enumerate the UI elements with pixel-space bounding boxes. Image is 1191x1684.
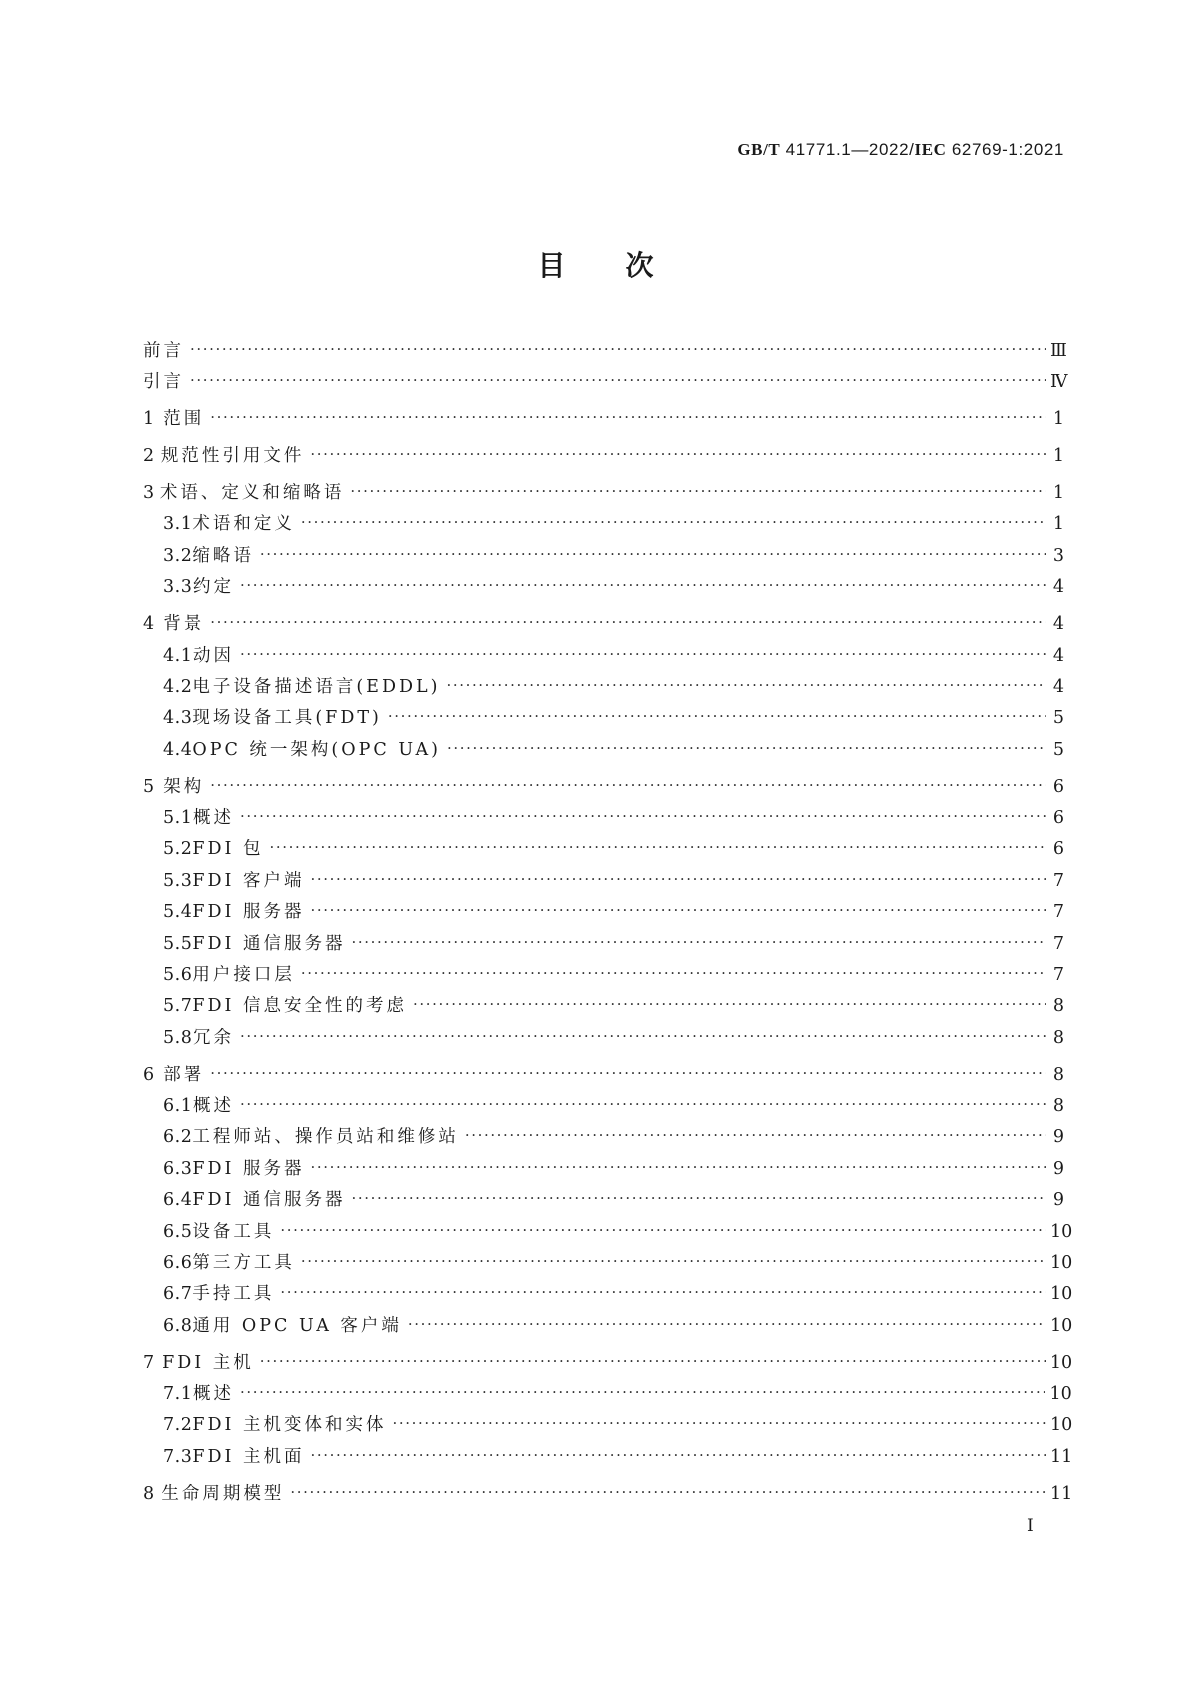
toc-entry-page: 4 [1052, 645, 1064, 666]
toc-entry-title: 前言 [143, 341, 184, 361]
toc-entry[interactable] [143, 1410, 1073, 1441]
toc-entry[interactable] [143, 404, 1064, 435]
toc-entry-number: 7.3 [163, 1446, 193, 1467]
toc-entry-number: 4.2 [163, 676, 193, 697]
toc-entry[interactable] [143, 1023, 1064, 1054]
toc-leader-dots [240, 639, 1046, 670]
toc-leader-dots [240, 1089, 1046, 1120]
page-title: 目次 [537, 249, 714, 282]
toc-entry-page: 6 [1052, 807, 1064, 828]
toc-entry-page: 9 [1052, 1158, 1064, 1179]
toc-entry-page: 10 [1050, 1284, 1073, 1305]
toc-entry[interactable] [143, 367, 1068, 398]
toc-entry-number: 7 [143, 1352, 155, 1373]
toc-leader-dots [190, 365, 1046, 396]
toc-leader-dots [350, 476, 1046, 507]
toc-entry-title: FDI 客户端 [192, 870, 305, 891]
toc-entry-number: 3.2 [163, 545, 193, 566]
toc-entry[interactable] [143, 1279, 1073, 1310]
toc-entry-title: 通用 OPC UA 客户端 [192, 1315, 402, 1336]
toc-entry[interactable] [143, 1154, 1064, 1185]
toc-entry-page: 10 [1050, 1252, 1073, 1273]
toc-entry-number: 1 [143, 409, 155, 430]
toc-entry-number: 6.5 [163, 1221, 193, 1242]
toc-leader-dots [408, 1309, 1046, 1340]
toc-entry-number: 5.3 [163, 870, 193, 891]
toc-entry-title: 概述 [192, 1384, 234, 1404]
toc-entry-title: 工程师站、操作员站和维修站 [192, 1127, 459, 1148]
toc-leader-dots [190, 334, 1046, 365]
toc-entry[interactable] [143, 991, 1064, 1022]
toc-entry-number: 5.2 [163, 839, 193, 860]
toc-entry-title: 缩略语 [192, 545, 254, 566]
toc-leader-dots [311, 1440, 1047, 1471]
toc-entry-number: 4 [143, 614, 155, 635]
toc-entry[interactable] [143, 672, 1064, 703]
toc-entry-number: 5.1 [163, 807, 193, 828]
toc-entry[interactable] [143, 1185, 1064, 1216]
toc-entry-title: OPC 统一架构(OPC UA) [192, 739, 441, 760]
toc-entry-page: Ⅲ [1050, 341, 1067, 361]
toc-leader-dots [388, 701, 1046, 732]
standard-number [737, 140, 1064, 160]
toc-entry-title: 设备工具 [192, 1221, 275, 1242]
toc-entry-title: 架构 [163, 776, 205, 797]
toc-entry-page: 10 [1050, 1315, 1073, 1336]
toc-entry[interactable] [143, 1060, 1064, 1091]
toc-entry[interactable] [143, 1479, 1073, 1510]
toc-entry[interactable] [143, 1122, 1064, 1153]
toc-entry-number: 5.8 [163, 1027, 193, 1048]
toc-entry-title: FDI 主机变体和实体 [192, 1415, 387, 1436]
toc-entry[interactable] [143, 772, 1064, 803]
toc-entry-title: 部署 [163, 1064, 205, 1085]
page-number: I [1027, 1516, 1034, 1536]
toc-entry-page: 8 [1052, 1064, 1064, 1085]
toc-entry-number: 2 [143, 446, 155, 467]
toc-leader-dots [240, 801, 1046, 832]
toc-entry[interactable] [143, 478, 1064, 509]
toc-leader-dots [465, 1120, 1046, 1151]
toc-leader-dots [301, 1246, 1046, 1277]
toc-entry-number: 6.1 [163, 1095, 193, 1116]
toc-entry[interactable] [143, 803, 1064, 834]
toc-entry-page: 9 [1052, 1127, 1064, 1148]
toc-entry-page: 8 [1052, 1095, 1064, 1116]
toc-leader-dots [310, 439, 1046, 470]
toc-entry-title: FDI 服务器 [192, 1158, 305, 1179]
toc-entry-number: 6.2 [163, 1127, 193, 1148]
toc-entry-number: 6.7 [163, 1284, 193, 1305]
toc-entry-title: 约定 [193, 577, 235, 598]
toc-entry-number: 5.4 [163, 902, 193, 923]
toc-entry[interactable] [143, 541, 1064, 572]
toc-entry-title: FDI 包 [192, 839, 264, 860]
toc-entry-title: 规范性引用文件 [160, 446, 305, 467]
toc-entry-page: 10 [1050, 1221, 1073, 1242]
toc-entry-title: 概述 [193, 807, 235, 828]
toc-entry-title: FDI 主机面 [192, 1446, 305, 1467]
toc-entry-number: 6 [143, 1064, 155, 1085]
toc-entry-title: 电子设备描述语言(EDDL) [192, 676, 441, 697]
toc-entry-number: 4.3 [163, 708, 193, 729]
toc-leader-dots [393, 1408, 1047, 1439]
toc-leader-dots [311, 864, 1047, 895]
toc-entry[interactable] [143, 1379, 1072, 1410]
table-of-contents [143, 336, 1073, 1510]
toc-entry-page: 4 [1052, 614, 1064, 635]
toc-entry-number: 6.6 [163, 1252, 193, 1273]
toc-leader-dots [311, 895, 1047, 926]
toc-entry-number: 7.2 [163, 1415, 193, 1436]
toc-entry-page: 11 [1050, 1483, 1073, 1504]
toc-entry[interactable] [143, 1248, 1073, 1279]
toc-leader-dots [352, 1183, 1047, 1214]
toc-entry-title: 背景 [163, 614, 205, 635]
toc-leader-dots [210, 1058, 1046, 1089]
toc-entry-number: 6.4 [163, 1190, 193, 1211]
toc-entry-title: 动因 [193, 645, 235, 666]
toc-entry-page: 7 [1052, 964, 1064, 985]
toc-entry-title: 生命周期模型 [161, 1483, 285, 1504]
toc-entry-page: 11 [1050, 1446, 1073, 1467]
toc-entry-page: 10 [1049, 1384, 1072, 1404]
toc-leader-dots [413, 989, 1046, 1020]
toc-entry[interactable] [143, 336, 1067, 367]
toc-leader-dots [301, 958, 1046, 989]
toc-entry-title: 冗余 [193, 1027, 235, 1048]
toc-entry-title: 现场设备工具(FDT) [192, 708, 382, 729]
toc-entry-number: 6.8 [163, 1315, 193, 1336]
toc-entry-title: FDI 通信服务器 [192, 933, 346, 954]
toc-entry-number: 5.6 [163, 964, 193, 985]
standard-iec-prefix: IEC [914, 140, 947, 159]
toc-entry-title: 概述 [193, 1095, 235, 1116]
toc-entry-number: 8 [143, 1483, 155, 1504]
toc-entry-number: 3.1 [163, 514, 193, 535]
toc-entry-number: 6.3 [163, 1158, 193, 1179]
toc-leader-dots [280, 1215, 1046, 1246]
toc-entry-number: 4.1 [163, 645, 193, 666]
toc-entry[interactable] [143, 866, 1064, 897]
toc-entry[interactable] [143, 1217, 1073, 1248]
standard-prefix: GB/T [737, 140, 781, 159]
toc-entry[interactable] [143, 509, 1064, 540]
toc-leader-dots [446, 670, 1046, 701]
toc-leader-dots [260, 539, 1046, 570]
toc-entry-page: 7 [1052, 933, 1064, 954]
toc-entry-page: 1 [1052, 514, 1064, 535]
toc-entry-page: 1 [1052, 483, 1064, 504]
toc-entry-page: 10 [1050, 1415, 1073, 1436]
toc-entry-page: 5 [1052, 708, 1064, 729]
toc-entry-page: 8 [1052, 1027, 1064, 1048]
toc-entry-page: 7 [1052, 902, 1064, 923]
toc-leader-dots [270, 832, 1047, 863]
toc-entry-number: 4.4 [163, 739, 193, 760]
toc-entry-title: FDI 服务器 [192, 902, 305, 923]
toc-entry-title: 术语和定义 [192, 514, 295, 535]
toc-entry-number: 7.1 [163, 1384, 193, 1404]
toc-entry[interactable] [143, 929, 1064, 960]
toc-entry[interactable] [143, 735, 1064, 766]
toc-entry[interactable] [143, 897, 1064, 928]
toc-leader-dots [210, 770, 1046, 801]
toc-entry[interactable] [143, 1091, 1064, 1122]
toc-entry[interactable] [143, 1311, 1073, 1342]
toc-entry[interactable] [143, 834, 1064, 865]
toc-entry-page: 4 [1052, 577, 1064, 598]
toc-entry-number: 5.5 [163, 933, 193, 954]
toc-leader-dots [210, 402, 1046, 433]
toc-leader-dots [290, 1477, 1046, 1508]
toc-leader-dots [240, 570, 1046, 601]
toc-entry-page: 4 [1052, 676, 1064, 697]
toc-entry-title: 术语、定义和缩略语 [159, 483, 345, 504]
toc-entry[interactable] [143, 609, 1064, 640]
toc-entry-page: 10 [1049, 1352, 1073, 1373]
toc-entry-number: 5.7 [163, 996, 193, 1017]
toc-entry-page: 9 [1052, 1190, 1064, 1211]
toc-entry-number: 3 [143, 483, 155, 504]
toc-entry-page: 3 [1052, 545, 1064, 566]
toc-leader-dots [240, 1377, 1045, 1408]
toc-entry-title: 第三方工具 [192, 1252, 295, 1273]
toc-leader-dots [352, 927, 1047, 958]
toc-entry-page: 1 [1052, 409, 1064, 430]
toc-entry-page: 6 [1052, 776, 1064, 797]
toc-entry-number: 5 [143, 776, 155, 797]
toc-entry-page: 6 [1052, 839, 1064, 860]
toc-leader-dots [260, 1346, 1046, 1377]
standard-main-number: 41771.1—2022/ [780, 140, 915, 159]
toc-entry[interactable] [143, 572, 1064, 603]
toc-entry-page: 8 [1052, 996, 1064, 1017]
toc-entry-page: 5 [1052, 739, 1064, 760]
toc-leader-dots [447, 733, 1046, 764]
toc-entry-title: FDI 信息安全性的考虑 [192, 996, 407, 1017]
toc-entry-title: FDI 通信服务器 [192, 1190, 346, 1211]
toc-entry-page: 1 [1052, 446, 1064, 467]
toc-leader-dots [210, 607, 1046, 638]
toc-entry-number: 3.3 [163, 577, 193, 598]
toc-entry-title: 用户接口层 [192, 964, 295, 985]
toc-leader-dots [311, 1152, 1047, 1183]
toc-entry-title: 范围 [163, 409, 205, 430]
toc-entry-page: Ⅳ [1050, 372, 1068, 393]
toc-entry[interactable] [143, 703, 1064, 734]
toc-leader-dots [280, 1277, 1046, 1308]
toc-leader-dots [301, 507, 1046, 538]
toc-entry[interactable] [143, 1442, 1073, 1473]
toc-entry[interactable] [143, 441, 1064, 472]
standard-iec-number: 62769-1:2021 [946, 140, 1064, 159]
toc-entry-title: FDI 主机 [162, 1352, 254, 1373]
toc-entry-title: 手持工具 [192, 1284, 275, 1305]
toc-entry-page: 7 [1052, 870, 1064, 891]
toc-entry[interactable] [143, 960, 1064, 991]
toc-entry[interactable] [143, 641, 1064, 672]
toc-leader-dots [240, 1021, 1046, 1052]
toc-entry-title: 引言 [143, 372, 184, 393]
toc-entry[interactable] [143, 1348, 1073, 1379]
